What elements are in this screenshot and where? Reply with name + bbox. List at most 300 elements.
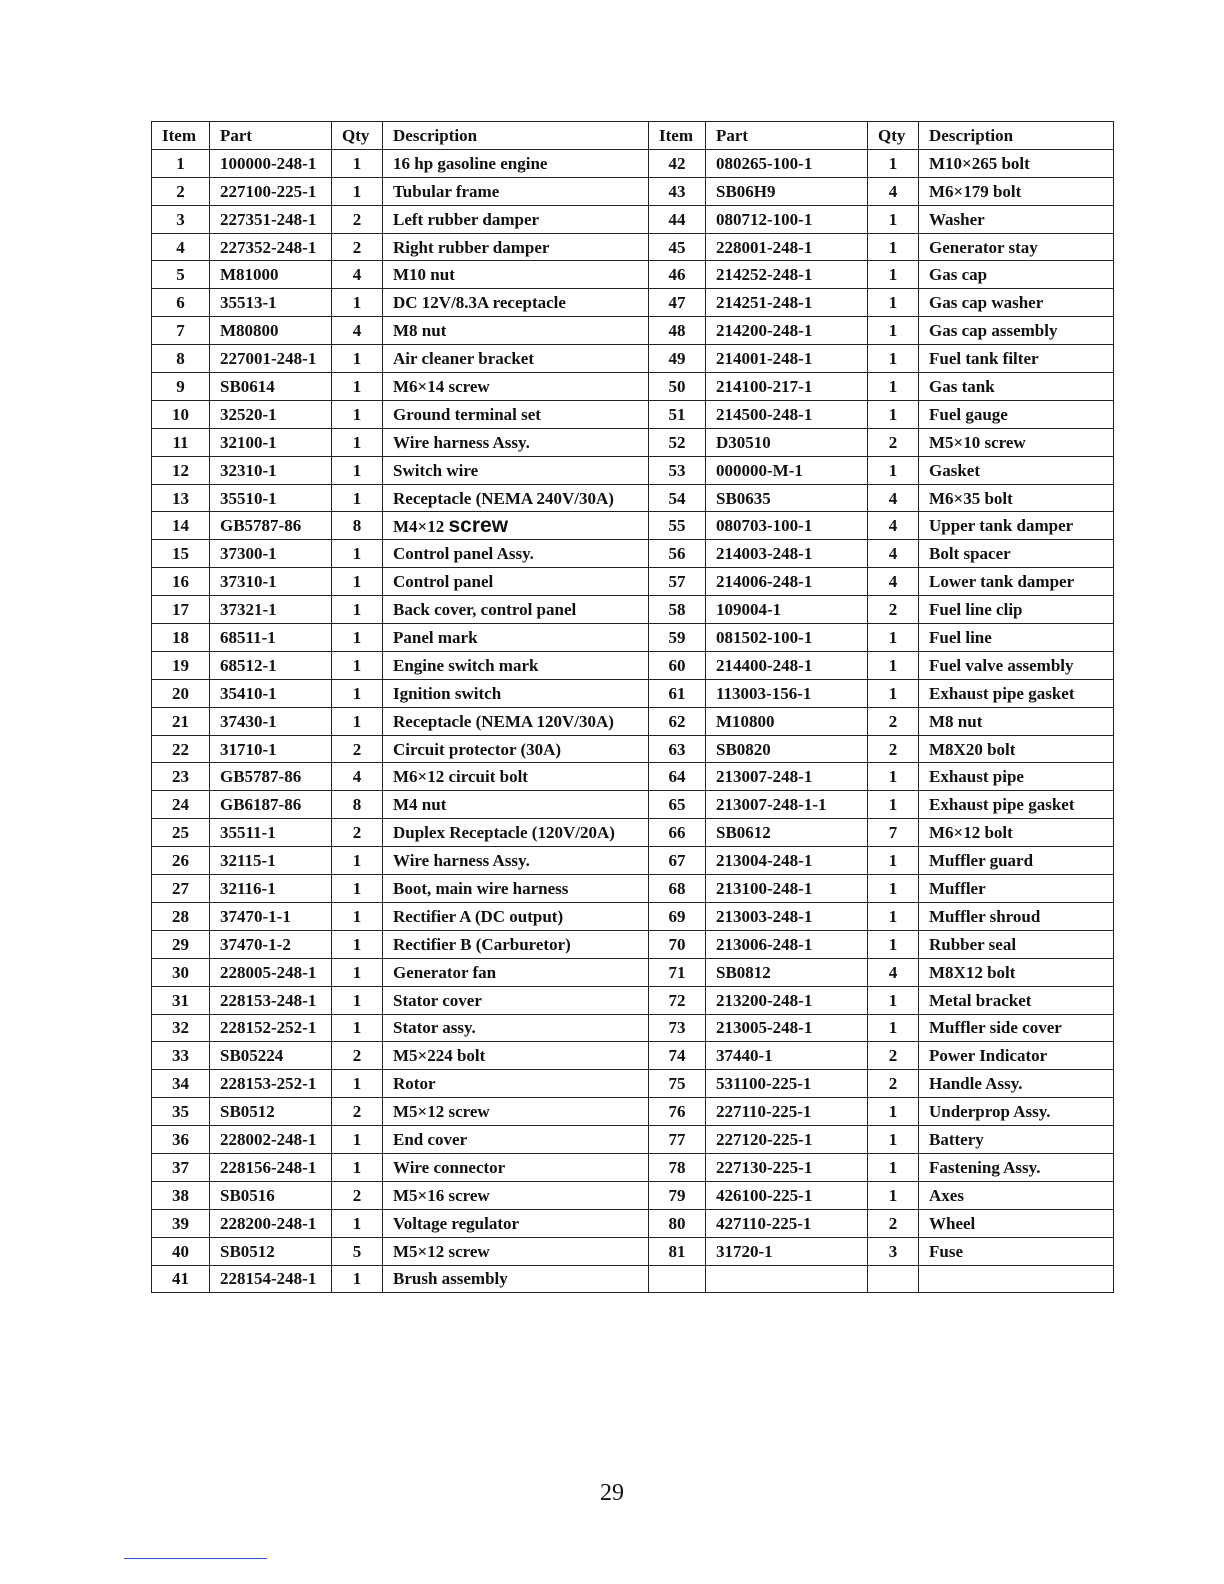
cell-part-left bbox=[210, 1181, 332, 1209]
cell-part-left bbox=[210, 149, 332, 177]
cell-text: GB5787-86 bbox=[220, 767, 302, 787]
table-row bbox=[152, 735, 1114, 763]
cell-part-left bbox=[210, 1098, 332, 1126]
cell-text: 228002-248-1 bbox=[220, 1130, 317, 1149]
cell-part-right bbox=[706, 875, 868, 903]
cell-qty-left bbox=[332, 707, 383, 735]
cell-text: 1 bbox=[352, 1130, 362, 1149]
cell-text: M10 nut bbox=[393, 265, 455, 285]
cell-qty-left bbox=[332, 373, 383, 401]
cell-text: 7 bbox=[888, 823, 898, 843]
cell-qty-right bbox=[868, 624, 919, 652]
cell-text: 79 bbox=[668, 1185, 686, 1205]
cell-item-right bbox=[649, 1181, 706, 1209]
table-row bbox=[152, 624, 1114, 652]
cell-text: Left rubber damper bbox=[393, 209, 540, 229]
cell-qty-right bbox=[868, 596, 919, 624]
cell-qty-right bbox=[868, 763, 919, 791]
cell-text: 57 bbox=[668, 572, 686, 592]
cell-description-left bbox=[383, 902, 649, 930]
cell-text: 2 bbox=[888, 432, 898, 452]
cell-text: M6×14 screw bbox=[393, 376, 490, 396]
cell-item-right bbox=[649, 428, 706, 456]
cell-qty-right bbox=[868, 456, 919, 484]
table-row bbox=[152, 986, 1114, 1014]
cell-item-left bbox=[152, 596, 210, 624]
cell-description-right bbox=[919, 261, 1114, 289]
cell-item-right bbox=[649, 1070, 706, 1098]
cell-qty-left bbox=[332, 317, 383, 345]
cell-qty-left bbox=[332, 1098, 383, 1126]
cell-item-left bbox=[152, 1070, 210, 1098]
cell-item-left bbox=[152, 1042, 210, 1070]
cell-description-right bbox=[919, 986, 1114, 1014]
cell-qty-right bbox=[868, 902, 919, 930]
cell-text: M5×12 screw bbox=[393, 1241, 490, 1261]
cell-text: 20 bbox=[172, 683, 189, 703]
cell-text: 1 bbox=[352, 627, 362, 647]
cell-text: 1 bbox=[352, 544, 362, 564]
cell-qty-left bbox=[332, 679, 383, 707]
cell-text: 213003-248-1 bbox=[716, 906, 813, 926]
cell-description-left bbox=[383, 986, 649, 1014]
table-row bbox=[152, 233, 1114, 261]
cell-text: 12 bbox=[172, 460, 189, 480]
cell-part-right bbox=[706, 428, 868, 456]
cell-text: 8 bbox=[176, 349, 185, 369]
cell-description-left bbox=[383, 847, 649, 875]
cell-qty-right bbox=[868, 428, 919, 456]
cell-text-large: screw bbox=[448, 514, 509, 538]
cell-item-left bbox=[152, 1153, 210, 1181]
cell-part-right bbox=[706, 345, 868, 373]
table-row bbox=[152, 707, 1114, 735]
cell-text: 1 bbox=[352, 600, 362, 620]
cell-qty-right bbox=[868, 735, 919, 763]
cell-item-right bbox=[649, 902, 706, 930]
cell-text: 1 bbox=[352, 1074, 362, 1094]
cell-text: Voltage regulator bbox=[393, 1213, 520, 1233]
cell-item-left bbox=[152, 1126, 210, 1154]
cell-part-right bbox=[706, 930, 868, 958]
cell-item-left bbox=[152, 1237, 210, 1265]
cell-part-right bbox=[706, 568, 868, 596]
cell-text: 26 bbox=[172, 851, 189, 871]
cell-qty-right bbox=[868, 986, 919, 1014]
cell-text: 21 bbox=[172, 711, 189, 731]
cell-item-left bbox=[152, 484, 210, 512]
cell-part-right bbox=[706, 456, 868, 484]
cell-text: 3 bbox=[888, 1241, 898, 1261]
cell-description-left bbox=[383, 149, 649, 177]
cell-text: 22 bbox=[172, 739, 189, 759]
table-row bbox=[152, 791, 1114, 819]
cell-text: M81000 bbox=[220, 265, 279, 285]
cell-text: 1 bbox=[352, 349, 362, 369]
cell-text: 77 bbox=[668, 1130, 686, 1149]
cell-text: 28 bbox=[172, 906, 189, 926]
cell-qty-left bbox=[332, 345, 383, 373]
cell-item-left bbox=[152, 1181, 210, 1209]
cell-part-left bbox=[210, 233, 332, 261]
cell-text: M8 nut bbox=[393, 321, 447, 341]
cell-text: 2 bbox=[888, 600, 898, 620]
table-row bbox=[152, 847, 1114, 875]
cell-text: 1 bbox=[352, 181, 362, 201]
cell-text: 1 bbox=[888, 934, 898, 954]
cell-text: 2 bbox=[352, 823, 362, 843]
cell-text: 1 bbox=[888, 795, 898, 815]
cell-text: M5×224 bolt bbox=[393, 1046, 486, 1066]
cell-description-right bbox=[919, 596, 1114, 624]
cell-part-right bbox=[706, 400, 868, 428]
cell-description-right bbox=[919, 1070, 1114, 1098]
cell-text: 37470-1-2 bbox=[220, 934, 291, 954]
cell-text: 1 bbox=[352, 851, 362, 871]
cell-qty-right bbox=[868, 1098, 919, 1126]
cell-qty-right bbox=[868, 819, 919, 847]
cell-text: 4 bbox=[888, 181, 898, 201]
cell-description-left bbox=[383, 456, 649, 484]
cell-item-right bbox=[649, 373, 706, 401]
cell-part-right bbox=[706, 177, 868, 205]
cell-text: Gas cap assembly bbox=[929, 321, 1058, 341]
cell-qty-right bbox=[868, 233, 919, 261]
cell-text: Circuit protector (30A) bbox=[393, 739, 562, 759]
cell-description-left bbox=[383, 400, 649, 428]
cell-text: 1 bbox=[888, 293, 898, 313]
cell-part-right bbox=[706, 596, 868, 624]
cell-text: 68512-1 bbox=[220, 655, 277, 675]
cell-text: 16 hp gasoline engine bbox=[393, 153, 548, 173]
cell-description-left bbox=[383, 1042, 649, 1070]
cell-description-right bbox=[919, 875, 1114, 903]
cell-qty-right bbox=[868, 651, 919, 679]
cell-text: Fastening Assy. bbox=[929, 1157, 1041, 1177]
cell-part-left bbox=[210, 1070, 332, 1098]
cell-qty-right bbox=[868, 568, 919, 596]
cell-description-right bbox=[919, 624, 1114, 652]
cell-part-left bbox=[210, 484, 332, 512]
cell-text: 67 bbox=[668, 851, 686, 871]
cell-item-left bbox=[152, 791, 210, 819]
cell-text: 228152-252-1 bbox=[220, 1018, 317, 1038]
cell-part-left bbox=[210, 819, 332, 847]
cell-text: 37440-1 bbox=[716, 1046, 773, 1066]
cell-qty-left bbox=[332, 1042, 383, 1070]
cell-text: 214251-248-1 bbox=[716, 293, 813, 313]
cell-text: 75 bbox=[668, 1074, 686, 1094]
cell-part-right bbox=[706, 679, 868, 707]
cell-item-left bbox=[152, 512, 210, 540]
cell-qty-left bbox=[332, 763, 383, 791]
cell-part-left bbox=[210, 1209, 332, 1237]
cell-item-right bbox=[649, 233, 706, 261]
cell-description-left bbox=[383, 540, 649, 568]
cell-text: SB05224 bbox=[220, 1046, 284, 1066]
cell-text: 3 bbox=[176, 209, 185, 229]
cell-text: 35513-1 bbox=[220, 293, 277, 313]
cell-item-right bbox=[649, 149, 706, 177]
cell-part-right bbox=[706, 958, 868, 986]
cell-text: SB0635 bbox=[716, 488, 771, 508]
cell-text: Lower tank damper bbox=[929, 572, 1075, 592]
cell-qty-right bbox=[868, 1014, 919, 1042]
cell-qty-right bbox=[868, 679, 919, 707]
cell-text: 1 bbox=[352, 934, 362, 954]
cell-part-right bbox=[706, 1237, 868, 1265]
cell-text: 4 bbox=[888, 544, 898, 564]
cell-text: 2 bbox=[352, 1046, 362, 1066]
cell-part-left bbox=[210, 847, 332, 875]
cell-item-left bbox=[152, 456, 210, 484]
cell-text: 214001-248-1 bbox=[716, 349, 813, 369]
cell-text: 213100-248-1 bbox=[716, 878, 813, 898]
cell-text: SB0612 bbox=[716, 823, 771, 843]
cell-text: Air cleaner bracket bbox=[393, 349, 534, 369]
cell-text: 37470-1-1 bbox=[220, 906, 291, 926]
cell-text: SB0812 bbox=[716, 962, 771, 982]
cell-text: 51 bbox=[668, 404, 686, 424]
cell-text: GB6187-86 bbox=[220, 795, 302, 815]
cell-text: 1 bbox=[888, 767, 898, 787]
cell-text: 43 bbox=[668, 181, 686, 201]
cell-description-left bbox=[383, 875, 649, 903]
cell-text: 18 bbox=[172, 627, 189, 647]
cell-qty-left bbox=[332, 1070, 383, 1098]
cell-text: M6×179 bolt bbox=[929, 181, 1022, 201]
cell-text: 080712-100-1 bbox=[716, 209, 813, 229]
cell-description-right bbox=[919, 1042, 1114, 1070]
cell-text: 1 bbox=[352, 376, 362, 396]
cell-text: Wire harness Assy. bbox=[393, 851, 530, 871]
cell-text: 228200-248-1 bbox=[220, 1213, 317, 1233]
cell-description-left bbox=[383, 1014, 649, 1042]
table-row bbox=[152, 345, 1114, 373]
cell-item-right bbox=[649, 345, 706, 373]
cell-item-left bbox=[152, 902, 210, 930]
cell-text: 50 bbox=[668, 376, 686, 396]
cell-text: 32310-1 bbox=[220, 460, 277, 480]
cell-qty-right bbox=[868, 400, 919, 428]
cell-text: 228153-248-1 bbox=[220, 990, 317, 1010]
header-item-left: Item bbox=[152, 122, 210, 150]
cell-text: Axes bbox=[929, 1185, 964, 1205]
cell-part-left bbox=[210, 707, 332, 735]
table-row bbox=[152, 373, 1114, 401]
cell-text: 81 bbox=[668, 1241, 686, 1261]
cell-text: 2 bbox=[352, 739, 362, 759]
cell-item-right bbox=[649, 400, 706, 428]
cell-item-left bbox=[152, 930, 210, 958]
cell-item-right bbox=[649, 596, 706, 624]
cell-item-right bbox=[649, 1209, 706, 1237]
cell-text: 8 bbox=[352, 795, 362, 815]
cell-part-right bbox=[706, 1126, 868, 1154]
cell-text: Brush assembly bbox=[393, 1269, 508, 1289]
cell-qty-right bbox=[868, 1265, 919, 1293]
cell-text: Back cover, control panel bbox=[393, 600, 577, 620]
cell-text: 1 bbox=[888, 906, 898, 926]
cell-text: Fuel gauge bbox=[929, 404, 1008, 424]
cell-text: 531100-225-1 bbox=[716, 1074, 812, 1094]
cell-item-right bbox=[649, 317, 706, 345]
cell-text: Receptacle (NEMA 240V/30A) bbox=[393, 488, 614, 508]
cell-text: 29 bbox=[172, 934, 189, 954]
footnote-rule bbox=[124, 1558, 267, 1559]
cell-description-right bbox=[919, 791, 1114, 819]
cell-text: Tubular frame bbox=[393, 181, 500, 201]
cell-text: Generator fan bbox=[393, 962, 497, 982]
cell-part-left bbox=[210, 791, 332, 819]
cell-text: 16 bbox=[172, 572, 189, 592]
cell-text: 60 bbox=[668, 655, 686, 675]
cell-qty-right bbox=[868, 791, 919, 819]
cell-part-right bbox=[706, 624, 868, 652]
cell-text: 227001-248-1 bbox=[220, 349, 317, 369]
table-row bbox=[152, 596, 1114, 624]
cell-description-right bbox=[919, 958, 1114, 986]
cell-item-right bbox=[649, 205, 706, 233]
cell-item-right bbox=[649, 624, 706, 652]
cell-text: 213007-248-1 bbox=[716, 767, 813, 787]
cell-description-right bbox=[919, 1098, 1114, 1126]
cell-item-right bbox=[649, 1098, 706, 1126]
cell-text: 2 bbox=[352, 1185, 362, 1205]
cell-text: 31 bbox=[172, 990, 189, 1010]
cell-text: 1 bbox=[176, 153, 185, 173]
cell-text: 24 bbox=[172, 795, 189, 815]
cell-text: 54 bbox=[668, 488, 686, 508]
cell-text: 213006-248-1 bbox=[716, 934, 813, 954]
cell-text: 2 bbox=[888, 1046, 898, 1066]
cell-text: Fuel line clip bbox=[929, 600, 1023, 620]
cell-text: 38 bbox=[172, 1185, 189, 1205]
cell-description-right bbox=[919, 1014, 1114, 1042]
cell-text: 000000-M-1 bbox=[716, 460, 803, 480]
cell-text: 227130-225-1 bbox=[716, 1157, 813, 1177]
cell-text: Switch wire bbox=[393, 460, 479, 480]
cell-text: Underprop Assy. bbox=[929, 1102, 1051, 1122]
cell-text: M4 nut bbox=[393, 795, 447, 815]
cell-item-left bbox=[152, 707, 210, 735]
cell-item-right bbox=[649, 540, 706, 568]
cell-text: 213007-248-1-1 bbox=[716, 795, 827, 815]
cell-part-right bbox=[706, 986, 868, 1014]
cell-text: 081502-100-1 bbox=[716, 627, 813, 647]
cell-text: Handle Assy. bbox=[929, 1074, 1023, 1094]
cell-text: Bolt spacer bbox=[929, 544, 1011, 564]
cell-text: 1 bbox=[888, 990, 898, 1010]
cell-text: 214003-248-1 bbox=[716, 544, 813, 564]
cell-part-left bbox=[210, 679, 332, 707]
cell-qty-left bbox=[332, 205, 383, 233]
cell-text: Rectifier B (Carburetor) bbox=[393, 934, 571, 954]
cell-text: GB5787-86 bbox=[220, 516, 302, 536]
cell-item-left bbox=[152, 400, 210, 428]
cell-description-right bbox=[919, 149, 1114, 177]
cell-text: Panel mark bbox=[393, 627, 478, 647]
cell-item-left bbox=[152, 373, 210, 401]
cell-description-right bbox=[919, 233, 1114, 261]
cell-text: 14 bbox=[172, 516, 189, 536]
cell-part-right bbox=[706, 1209, 868, 1237]
cell-part-left bbox=[210, 1126, 332, 1154]
table-row bbox=[152, 456, 1114, 484]
cell-description-left bbox=[383, 1237, 649, 1265]
cell-item-left bbox=[152, 261, 210, 289]
cell-item-left bbox=[152, 958, 210, 986]
cell-description-right bbox=[919, 1153, 1114, 1181]
cell-qty-left bbox=[332, 875, 383, 903]
cell-text: 4 bbox=[888, 962, 898, 982]
cell-text: 1 bbox=[888, 1018, 898, 1038]
cell-text: M6×35 bolt bbox=[929, 488, 1013, 508]
cell-qty-right bbox=[868, 930, 919, 958]
cell-part-left bbox=[210, 456, 332, 484]
cell-text: 080265-100-1 bbox=[716, 153, 813, 173]
cell-item-right bbox=[649, 847, 706, 875]
parts-table-body bbox=[152, 149, 1114, 1293]
cell-part-right bbox=[706, 149, 868, 177]
cell-description-left bbox=[383, 1181, 649, 1209]
cell-item-left bbox=[152, 345, 210, 373]
cell-item-left bbox=[152, 428, 210, 456]
cell-text: 1 bbox=[352, 962, 362, 982]
cell-item-right bbox=[649, 986, 706, 1014]
cell-text: M4×12 bbox=[393, 517, 449, 537]
cell-text: 1 bbox=[352, 432, 362, 452]
header-qty-right: Qty bbox=[868, 122, 919, 150]
cell-text: 228005-248-1 bbox=[220, 962, 317, 982]
cell-description-left bbox=[383, 763, 649, 791]
cell-text: 1 bbox=[352, 1157, 362, 1177]
cell-text: DC 12V/8.3A receptacle bbox=[393, 293, 566, 313]
cell-item-left bbox=[152, 875, 210, 903]
cell-text: Right rubber damper bbox=[393, 237, 550, 257]
cell-part-right bbox=[706, 735, 868, 763]
cell-qty-right bbox=[868, 317, 919, 345]
cell-part-left bbox=[210, 261, 332, 289]
cell-description-right bbox=[919, 205, 1114, 233]
cell-part-left bbox=[210, 373, 332, 401]
cell-part-right bbox=[706, 205, 868, 233]
cell-text: 227352-248-1 bbox=[220, 237, 317, 257]
table-row bbox=[152, 400, 1114, 428]
cell-part-right bbox=[706, 791, 868, 819]
cell-qty-right bbox=[868, 177, 919, 205]
cell-text: 31710-1 bbox=[220, 739, 277, 759]
table-row bbox=[152, 902, 1114, 930]
cell-text: 32100-1 bbox=[220, 432, 277, 452]
cell-part-left bbox=[210, 177, 332, 205]
cell-text: 1 bbox=[352, 711, 362, 731]
table-row bbox=[152, 177, 1114, 205]
cell-text: 1 bbox=[888, 376, 898, 396]
cell-part-left bbox=[210, 986, 332, 1014]
cell-part-right bbox=[706, 512, 868, 540]
cell-item-right bbox=[649, 875, 706, 903]
cell-text: M6×12 bolt bbox=[929, 823, 1013, 843]
cell-text: Fuse bbox=[929, 1241, 963, 1261]
cell-text: 1 bbox=[888, 627, 898, 647]
cell-text: Rotor bbox=[393, 1074, 436, 1094]
cell-text: 49 bbox=[668, 349, 686, 369]
cell-description-left bbox=[383, 568, 649, 596]
cell-description-right bbox=[919, 568, 1114, 596]
cell-text: 9 bbox=[176, 376, 185, 396]
cell-qty-left bbox=[332, 289, 383, 317]
